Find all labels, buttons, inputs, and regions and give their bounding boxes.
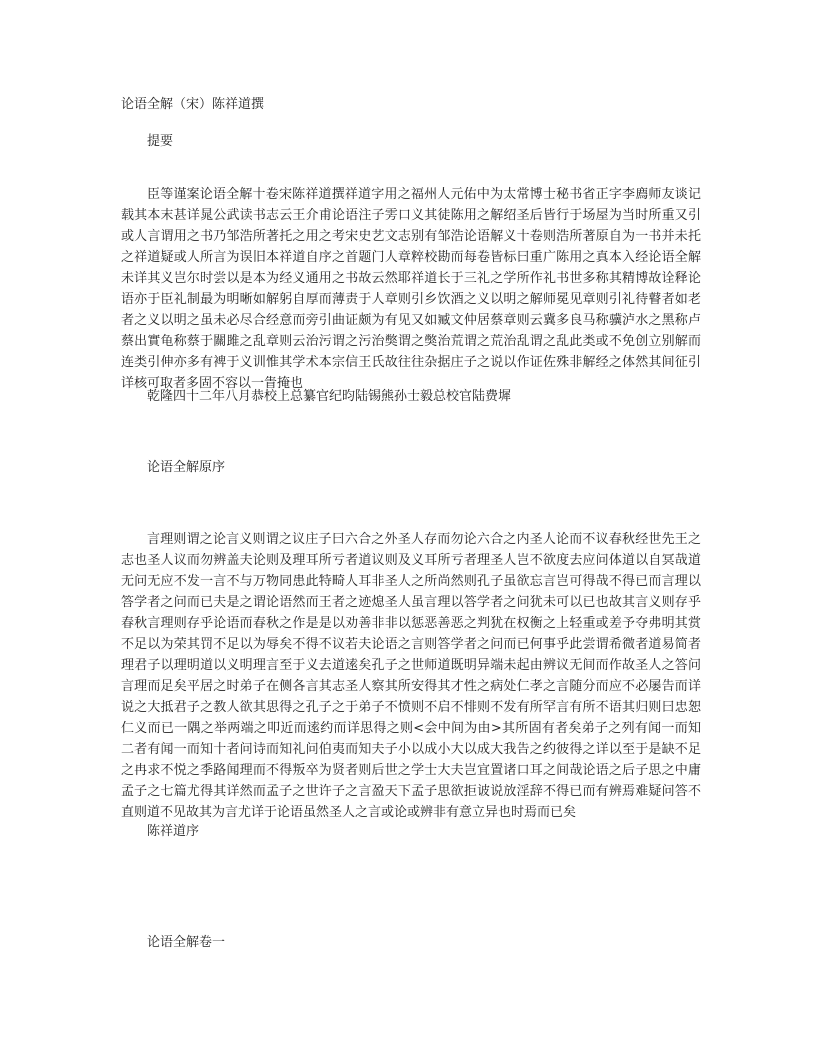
summary-heading: 提要 [147, 134, 174, 149]
chen-preface-heading: 陈祥道序 [147, 824, 200, 839]
document-title-line: 论语全解（宋）陈祥道撰 [121, 97, 265, 112]
original-preface-paragraph: 言理则谓之论言义则谓之议庄子曰六合之外圣人存而勿论六合之内圣人论而不议春秋经世先王之志也圣人议而勿辨盖夫论则及理耳所亏者道议则及义耳所亏者理圣人岂不欲度去应问体道以自冥哉道无问无应不发一言不与万物同患此特畸人耳非圣人之所尚然则孔子虽欲忘言岂可得哉不得已而言理以答学者之问而已夫是之谓论语然而王者之迹熄圣人虽言理以答学者之问犹未可以已也故其言义则存乎春秋言理则存乎论语而春秋之作是是以劝善非非以惩恶善恶之判犹在权衡之上轻重或差予夺弗明其赏不足以为荣其罚不足以为辱矣不得不议若夫论语之言则答学者之问而已何事乎此尝谓希微者道易简者理君子以理明道以义明理言至于义去道逺矣孔子之世师道既明异端未起由辨议无间而作故圣人之答问言理而足矣平居之时弟子在侧各言其志圣人察其所安得其才性之病处仁孝之言随分而应不必屡告而详说之大抵君子之教人欲其思得之孔子之于弟子不愤则不启不悱则不发有所罕言有所不语其归则曰忠恕仁义而已一隅之举两端之叩近而逺约而详思得之则<会中间为由>其所固有者矣弟子之列有闻一而知二者有闻一而知十者问诗而知礼问伯夷而知夫子小以成小大以成大我告之约彼得之详以至于是缺不足之冉求不悦之季路闻理而不得叛卒为贤者则后世之学士大夫岂宜置诸口耳之间哉论语之后子思之中庸孟子之七篇尤得其详然而孟子之世许子之言盈天下孟子思欲拒诐说放淫辞不得已而有辨焉难疑问答不直则道不见故其为言尤详于论语虽然圣人之言或论或辨非有意立异也时焉而已矣 [121, 532, 701, 820]
original-preface-heading: 论语全解原序 [147, 460, 226, 475]
proofread-line: 乾隆四十二年八月恭校上总纂官纪昀陆锡熊孙士毅总校官陆费墀 [147, 389, 512, 404]
volume-heading: 论语全解卷一 [147, 935, 226, 950]
summary-paragraph: 臣等谨案论语全解十卷宋陈祥道撰祥道字用之福州人元佑中为太常博士秘书省正字李廌师友谈记载其本末甚详晁公武读书志云王介甫论语注子雱口义其徒陈用之解绍圣后皆行于场屋为当时所重又引或人言谓用之书乃邹浩所著托之用之考宋史艺文志别有邹浩论语解义十卷则浩所著原自为一书并未托之祥道疑或人所言为误旧本祥道自序之首题门人章粹校勘而每卷皆标曰重广陈用之真本入经论语全解未详其义岂尔时尝以是本为经义通用之书故云然耶祥道长于三礼之学所作礼书世多称其精博故诠释论语亦于臣礼制最为明晰如解躬自厚而薄责于人章则引乡饮酒之义以明之解师冕见章则引礼待瞽者如老者之义以明之虽未必尽合经意而旁引曲证颇为有见又如臧文仲居蔡章则云冀多良马称骥泸水之黑称卢蔡出實龟称蔡于關雎之乱章则云治污谓之污治獘谓之獘治荒谓之荒治乱谓之乱此类或不免创立别解而连类引伸亦多有裨于义训惟其学术本宗信王氏故往往杂据庄子之说以作证佐殊非解经之体然其间征引详核可取者多固不容以一眚掩也 [121, 187, 701, 391]
